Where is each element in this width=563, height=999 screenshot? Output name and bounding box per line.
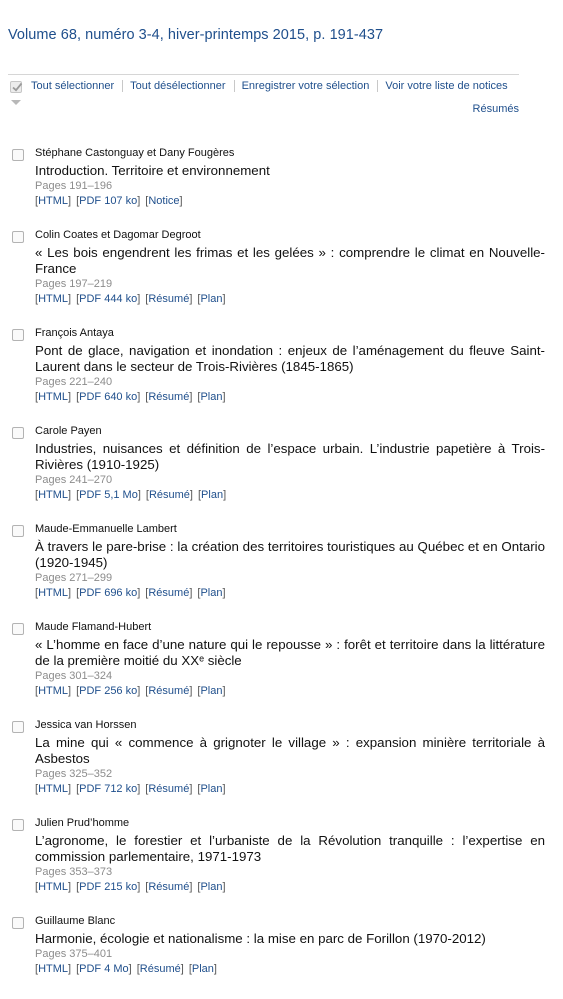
article-link-html[interactable]: HTML xyxy=(38,685,69,697)
article-link-pdf[interactable]: PDF 444 ko xyxy=(79,293,138,305)
article-authors: Jessica van Horssen xyxy=(35,719,137,731)
article-links: [HTML] [PDF 712 ko] [Résumé] [Plan] xyxy=(35,783,226,795)
article-link-resume[interactable]: Résumé xyxy=(148,783,190,795)
article-pages: Pages 191–196 xyxy=(35,180,113,192)
article-pages: Pages 271–299 xyxy=(35,572,113,584)
article-link-pdf[interactable]: PDF 696 ko xyxy=(79,587,138,599)
article-authors: Julien Prud’homme xyxy=(35,817,130,829)
chevron-down-icon[interactable] xyxy=(11,100,21,105)
view-list-link[interactable]: Voir votre liste de notices xyxy=(385,80,508,92)
article-link-plan[interactable]: Plan xyxy=(200,293,223,305)
article-link-html[interactable]: HTML xyxy=(38,195,69,207)
article-link-plan[interactable]: Plan xyxy=(200,587,223,599)
article-content xyxy=(35,229,545,306)
divider xyxy=(234,80,235,92)
article-pages: Pages 241–270 xyxy=(35,474,113,486)
article-pages: Pages 301–324 xyxy=(35,670,113,682)
deselect-all-link[interactable]: Tout désélectionner xyxy=(130,80,226,92)
article-title: Introduction. Territoire et environnement xyxy=(35,163,270,178)
article-link-pdf[interactable]: PDF 107 ko xyxy=(79,195,138,207)
article-content xyxy=(35,621,545,698)
article-link-resume[interactable]: Résumé xyxy=(148,587,190,599)
article-links: [HTML] [PDF 256 ko] [Résumé] [Plan] xyxy=(35,685,226,697)
article-links: [HTML] [PDF 215 ko] [Résumé] [Plan] xyxy=(35,881,226,893)
article-authors: Colin Coates et Dagomar Degroot xyxy=(35,229,201,241)
article-pages: Pages 353–373 xyxy=(35,866,113,878)
article-link-pdf[interactable]: PDF 215 ko xyxy=(79,881,138,893)
article-link-resume[interactable]: Résumé xyxy=(139,963,181,975)
article-link-resume[interactable]: Résumé xyxy=(148,391,190,403)
article-authors: Stéphane Castonguay et Dany Fougères xyxy=(35,147,235,159)
article-content xyxy=(35,327,545,404)
article-links: [HTML] [PDF 107 ko] [Notice] xyxy=(35,195,183,207)
article-link-plan[interactable]: Plan xyxy=(200,391,223,403)
article-title: « L’homme en face d’une nature qui le repousse » : forêt et territoire dans la littérature de la première moitié du XXᵉ siècle xyxy=(35,637,545,668)
resumes-link[interactable]: Résumés xyxy=(472,103,519,115)
article-content xyxy=(35,719,545,796)
article-checkbox[interactable] xyxy=(12,525,24,537)
article-link-html[interactable]: HTML xyxy=(38,963,69,975)
article-link-plan[interactable]: Plan xyxy=(200,783,223,795)
toolbar-links xyxy=(31,80,508,92)
article-checkbox[interactable] xyxy=(12,427,24,439)
article-pages: Pages 325–352 xyxy=(35,768,113,780)
article-authors: Guillaume Blanc xyxy=(35,915,116,927)
article-title: L’agronome, le forestier et l’urbaniste de la Révolution tranquille : l’expertise en commission parlementaire, 1971-1973 xyxy=(35,833,545,864)
article-authors: Carole Payen xyxy=(35,425,102,437)
article-links: [HTML] [PDF 5,1 Mo] [Résumé] [Plan] xyxy=(35,489,227,501)
article-link-pdf[interactable]: PDF 640 ko xyxy=(79,391,138,403)
article-links: [HTML] [PDF 4 Mo] [Résumé] [Plan] xyxy=(35,963,217,975)
divider xyxy=(122,80,123,92)
article-title: À travers le pare-brise : la création des territoires touristiques au Québec et en Ontario (1920-1945) xyxy=(35,539,545,570)
checkmark-icon xyxy=(11,81,23,93)
article-link-notice[interactable]: Notice xyxy=(148,195,180,207)
article-title: Industries, nuisances et définition de l’espace urbain. L’industrie papetière à Trois-Rivières (1910-1925) xyxy=(35,441,545,472)
article-title: « Les bois engendrent les frimas et les gelées » : comprendre le climat en Nouvelle-France xyxy=(35,245,545,276)
article-link-pdf[interactable]: PDF 4 Mo xyxy=(79,963,129,975)
article-content xyxy=(35,147,545,208)
article-checkbox[interactable] xyxy=(12,231,24,243)
article-checkbox[interactable] xyxy=(12,329,24,341)
article-title: Harmonie, écologie et nationalisme : la mise en parc de Forillon (1970-2012) xyxy=(35,931,486,946)
divider xyxy=(377,80,378,92)
article-content xyxy=(35,425,545,502)
article-link-resume[interactable]: Résumé xyxy=(148,489,190,501)
save-selection-link[interactable]: Enregistrer votre sélection xyxy=(241,80,370,92)
article-link-resume[interactable]: Résumé xyxy=(148,881,190,893)
article-link-html[interactable]: HTML xyxy=(38,881,69,893)
article-pages: Pages 375–401 xyxy=(35,948,113,960)
article-link-resume[interactable]: Résumé xyxy=(148,293,190,305)
select-all-link[interactable]: Tout sélectionner xyxy=(31,80,115,92)
article-link-plan[interactable]: Plan xyxy=(191,963,214,975)
article-links: [HTML] [PDF 444 ko] [Résumé] [Plan] xyxy=(35,293,226,305)
article-content xyxy=(35,915,545,976)
article-checkbox[interactable] xyxy=(12,917,24,929)
article-link-html[interactable]: HTML xyxy=(38,783,69,795)
article-link-resume[interactable]: Résumé xyxy=(148,685,190,697)
article-checkbox[interactable] xyxy=(12,819,24,831)
article-link-html[interactable]: HTML xyxy=(38,293,69,305)
article-link-pdf[interactable]: PDF 712 ko xyxy=(79,783,138,795)
article-link-html[interactable]: HTML xyxy=(38,391,69,403)
issue-heading: Volume 68, numéro 3-4, hiver-printemps 2015, p. 191-437 xyxy=(8,27,384,43)
article-checkbox[interactable] xyxy=(12,149,24,161)
selection-toolbar xyxy=(8,74,519,99)
article-link-html[interactable]: HTML xyxy=(38,489,69,501)
article-link-html[interactable]: HTML xyxy=(38,587,69,599)
article-link-pdf[interactable]: PDF 256 ko xyxy=(79,685,138,697)
article-pages: Pages 197–219 xyxy=(35,278,113,290)
article-title: Pont de glace, navigation et inondation : enjeux de l’aménagement du fleuve Saint-Laurent dans le secteur de Trois-Rivières (1845-1865) xyxy=(35,343,545,374)
article-checkbox[interactable] xyxy=(12,721,24,733)
article-links: [HTML] [PDF 640 ko] [Résumé] [Plan] xyxy=(35,391,226,403)
article-link-plan[interactable]: Plan xyxy=(201,489,224,501)
article-link-plan[interactable]: Plan xyxy=(200,881,223,893)
article-link-pdf[interactable]: PDF 5,1 Mo xyxy=(79,489,138,501)
article-links: [HTML] [PDF 696 ko] [Résumé] [Plan] xyxy=(35,587,226,599)
article-checkbox[interactable] xyxy=(12,623,24,635)
select-all-checkbox[interactable] xyxy=(10,81,22,93)
article-content xyxy=(35,523,545,600)
article-link-plan[interactable]: Plan xyxy=(200,685,223,697)
article-pages: Pages 221–240 xyxy=(35,376,113,388)
article-authors: Maude-Emmanuelle Lambert xyxy=(35,523,177,535)
article-content xyxy=(35,817,545,894)
article-authors: François Antaya xyxy=(35,327,114,339)
article-title: La mine qui « commence à grignoter le village » : expansion minière territoriale à Asbestos xyxy=(35,735,545,766)
article-authors: Maude Flamand-Hubert xyxy=(35,621,152,633)
